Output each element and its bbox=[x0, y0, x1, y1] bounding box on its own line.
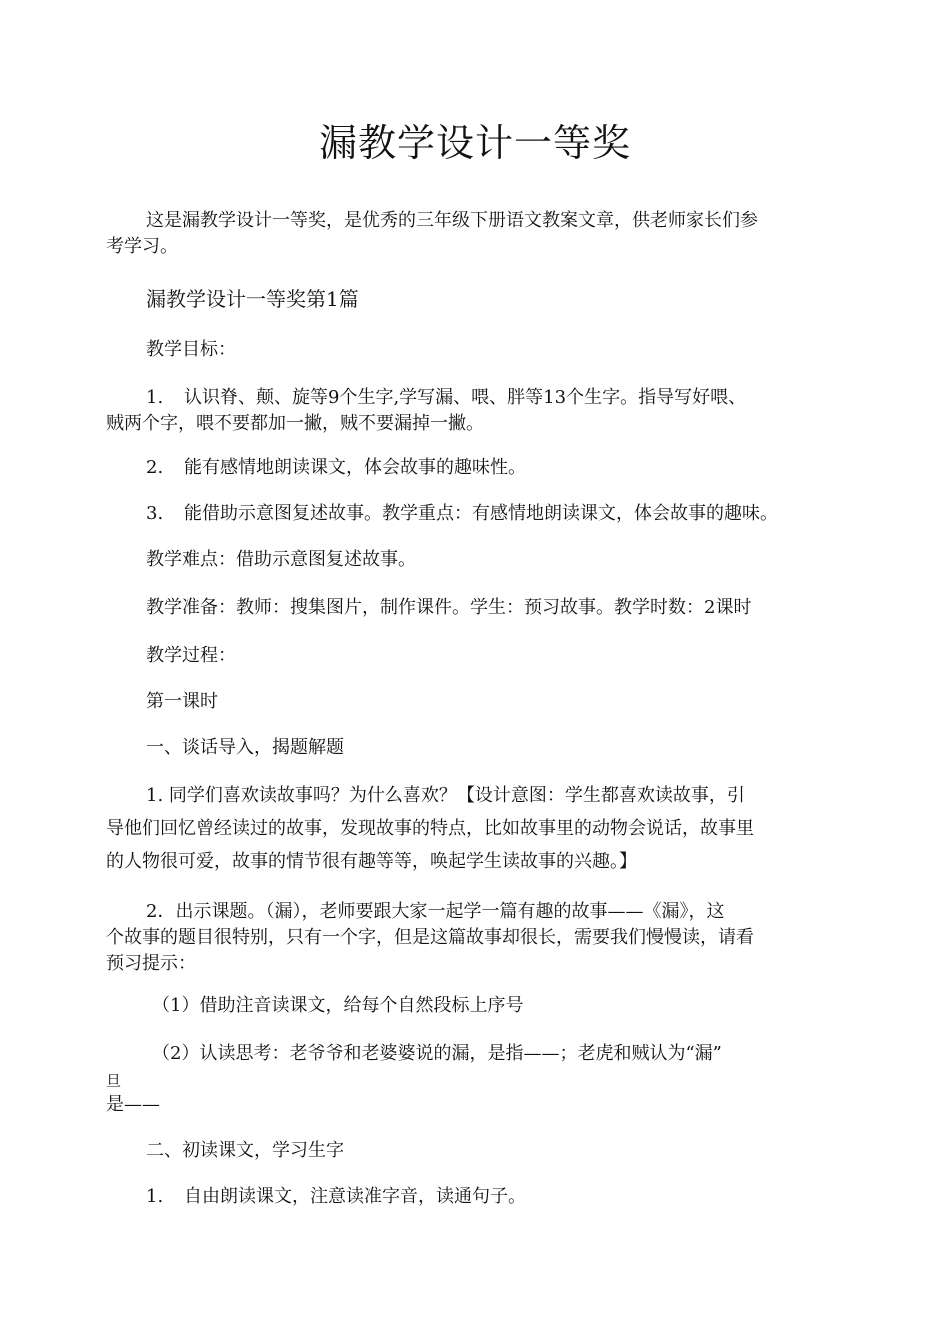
para-2-line-2: 个故事的题目很特别，只有一个字，但是这篇故事却很长，需要我们慢慢读，请看 bbox=[106, 927, 754, 948]
lesson-1-heading: 第一课时 bbox=[146, 691, 218, 712]
teaching-preparation: 教学准备：教师：搜集图片，制作课件。学生：预习故事。教学时数：2课时 bbox=[146, 597, 752, 618]
intro-line-2: 考学习。 bbox=[106, 236, 178, 257]
para-1-line-3: 的人物很可爱，故事的情节很有趣等等，唤起学生读故事的兴趣。】 bbox=[106, 851, 637, 872]
para-1-line-1: 1. 同学们喜欢读故事吗？为什么喜欢？【设计意图：学生都喜欢读故事，引 bbox=[146, 785, 745, 806]
goal-1-text: 认识脊、颠、旋等9个生字,学写漏、喂、胖等13个生字。指导写好喂、 bbox=[184, 387, 747, 408]
goal-1-number: 1. bbox=[146, 387, 164, 408]
teaching-difficulty: 教学难点：借助示意图复述故事。 bbox=[146, 549, 416, 570]
goal-2-text: 能有感情地朗读课文，体会故事的趣味性。 bbox=[184, 457, 526, 478]
goal-1-line-2: 贼两个字，喂不要都加一撇，贼不要漏掉一撇。 bbox=[106, 413, 484, 434]
section-heading: 漏教学设计一等奖第1篇 bbox=[146, 287, 359, 311]
goal-3-text: 能借助示意图复述故事。教学重点：有感情地朗读课文，体会故事的趣味。 bbox=[184, 503, 778, 524]
para-1-line-2: 导他们回忆曾经读过的故事，发现故事的特点，比如故事里的动物会说话，故事里 bbox=[106, 818, 754, 839]
intro-line-1: 这是漏教学设计一等奖，是优秀的三年级下册语文教案文章，供老师家长们参 bbox=[146, 210, 758, 231]
goal-2-number: 2. bbox=[146, 457, 164, 478]
goal-3-number: 3. bbox=[146, 503, 164, 524]
para-2-line-3: 预习提示： bbox=[106, 953, 196, 974]
preview-tip-2-fragment-2: 是—— bbox=[106, 1094, 160, 1115]
part-2-heading: 二、初读课文，学习生字 bbox=[146, 1140, 344, 1161]
goal-1 bbox=[146, 385, 884, 410]
process-heading: 教学过程： bbox=[146, 645, 236, 666]
preview-tip-2-fragment-1: 旦 bbox=[106, 1072, 122, 1090]
preview-tip-2: （2）认读思考：老爷爷和老婆婆说的漏，是指——；老虎和贼认为“漏” bbox=[152, 1043, 722, 1064]
document-title: 漏教学设计一等奖 bbox=[318, 121, 631, 165]
goal-2 bbox=[146, 455, 884, 480]
goal-3 bbox=[146, 501, 856, 526]
goals-heading: 教学目标： bbox=[146, 339, 236, 360]
step-1-text: 自由朗读课文，注意读准字音，读通句子。 bbox=[184, 1186, 526, 1207]
part-1-heading: 一、谈话导入，揭题解题 bbox=[146, 737, 344, 758]
step-1-number: 1. bbox=[146, 1186, 164, 1207]
step-1 bbox=[146, 1184, 884, 1209]
preview-tip-1: （1）借助注音读课文，给每个自然段标上序号 bbox=[152, 995, 524, 1016]
para-2-line-1: 2．出示课题。（漏），老师要跟大家一起学一篇有趣的故事——《漏》，这 bbox=[146, 901, 725, 922]
